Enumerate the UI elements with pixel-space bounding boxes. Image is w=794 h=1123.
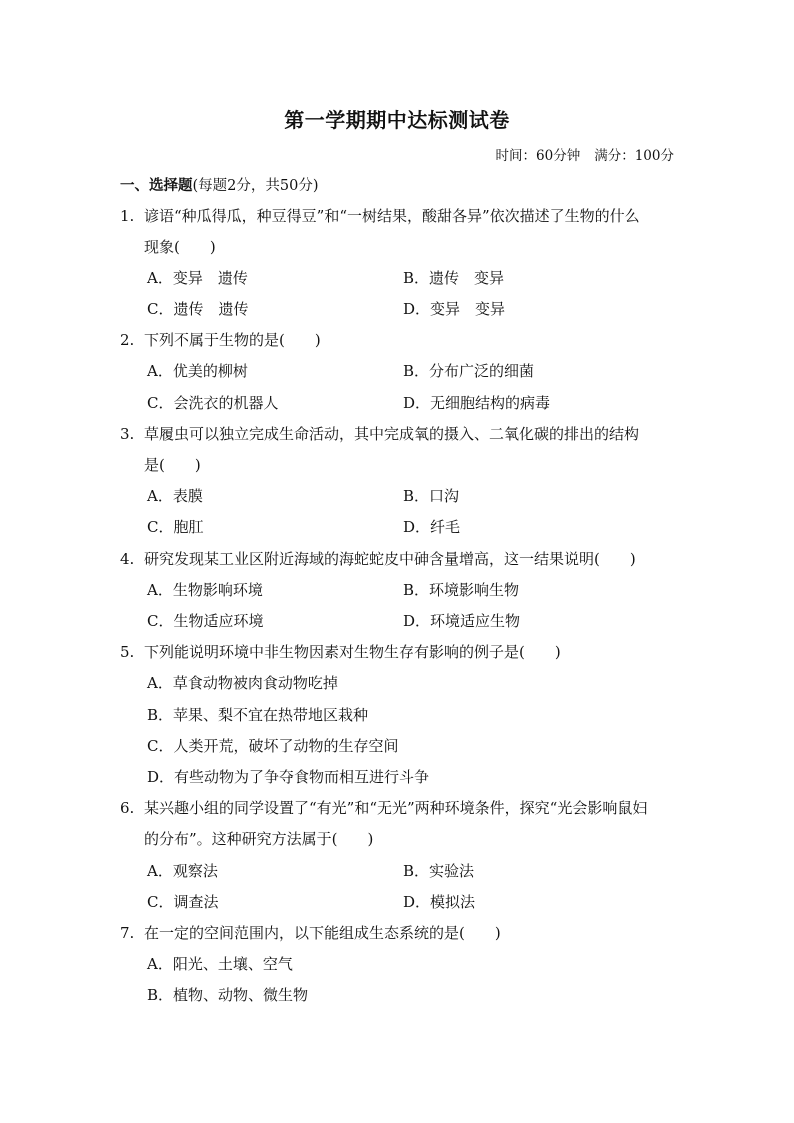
question-text: 下列不属于生物的是( ) bbox=[144, 331, 321, 349]
option-d: D．纤毛 bbox=[403, 518, 461, 536]
question-number: 4. bbox=[120, 550, 135, 568]
option-a: A．优美的柳树 bbox=[147, 362, 248, 380]
option-c: C．生物适应环境 bbox=[147, 612, 264, 630]
section-heading bbox=[120, 174, 319, 195]
question-number: 2. bbox=[120, 331, 135, 349]
question-text-cont: 现象( ) bbox=[144, 238, 216, 256]
option-d: D．无细胞结构的病毒 bbox=[403, 394, 551, 412]
exam-meta bbox=[496, 144, 674, 164]
option-a: A．变异 遗传 bbox=[147, 269, 248, 287]
question-text-cont: 是( ) bbox=[144, 456, 201, 474]
page-title: 第一学期期中达标测试卷 bbox=[284, 108, 510, 132]
time-limit: 时间：60分钟 bbox=[495, 148, 581, 164]
option-d: D．有些动物为了争夺食物而相互进行斗争 bbox=[147, 768, 430, 786]
option-c: C．人类开荒，破坏了动物的生存空间 bbox=[147, 737, 399, 755]
option-d: D．变异 变异 bbox=[403, 300, 506, 318]
question-text: 某兴趣小组的同学设置了“有光”和“无光”两种环境条件，探究“光会影响鼠妇 bbox=[144, 799, 648, 817]
option-b: B．植物、动物、微生物 bbox=[147, 986, 309, 1004]
option-c: C．胞肛 bbox=[147, 518, 204, 536]
option-a: A．草食动物被肉食动物吃掉 bbox=[147, 674, 338, 692]
question-text: 下列能说明环境中非生物因素对生物生存有影响的例子是( ) bbox=[144, 643, 561, 661]
option-c: C．遗传 遗传 bbox=[147, 300, 249, 318]
option-b: B．苹果、梨不宜在热带地区栽种 bbox=[147, 706, 369, 724]
question-number: 1. bbox=[120, 207, 135, 225]
question-text: 草履虫可以独立完成生命活动，其中完成氧的摄入、二氧化碳的排出的结构 bbox=[144, 425, 640, 443]
option-c: C．调查法 bbox=[147, 893, 219, 911]
option-d: D．模拟法 bbox=[403, 893, 476, 911]
option-b: B．实验法 bbox=[403, 862, 475, 880]
option-d: D．环境适应生物 bbox=[403, 612, 521, 630]
question-number: 7. bbox=[120, 924, 135, 942]
option-b: B．口沟 bbox=[403, 487, 460, 505]
question-text: 谚语“种瓜得瓜，种豆得豆”和“一树结果，酸甜各异”依次描述了生物的什么 bbox=[144, 207, 640, 225]
option-a: A．阳光、土壤、空气 bbox=[147, 955, 293, 973]
question-text-cont: 的分布”。这种研究方法属于( ) bbox=[144, 830, 374, 848]
option-b: B．环境影响生物 bbox=[403, 581, 520, 599]
option-a: A．观察法 bbox=[147, 862, 218, 880]
option-c: C．会洗衣的机器人 bbox=[147, 394, 279, 412]
question-number: 6. bbox=[120, 799, 135, 817]
option-b: B．遗传 变异 bbox=[403, 269, 505, 287]
option-b: B．分布广泛的细菌 bbox=[403, 362, 535, 380]
question-text: 研究发现某工业区附近海域的海蛇蛇皮中砷含量增高，这一结果说明( ) bbox=[144, 550, 636, 568]
question-number: 3. bbox=[120, 425, 135, 443]
full-score: 满分：100分 bbox=[594, 148, 674, 164]
question-number: 5. bbox=[120, 643, 135, 661]
option-a: A．生物影响环境 bbox=[147, 581, 263, 599]
section-label: 一、选择题 bbox=[120, 177, 193, 194]
section-note: (每题2分，共50分) bbox=[192, 178, 319, 194]
option-a: A．表膜 bbox=[147, 487, 203, 505]
question-text: 在一定的空间范围内，以下能组成生态系统的是( ) bbox=[144, 924, 501, 942]
